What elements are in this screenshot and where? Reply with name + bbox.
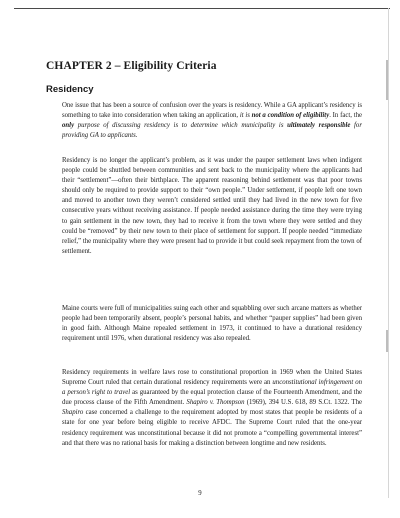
p1-text-b: it is: [239, 112, 252, 120]
p1-text-c: not a condition of eligibility: [251, 112, 330, 120]
page-number: 9: [198, 490, 202, 497]
p4-text-c: as guaranteed by the equal protection clause of the Fourteenth Amendment, and the due process clause of the Fifth Amendment.: [62, 389, 362, 407]
paragraph-1: [62, 101, 362, 141]
p4-text-g: case concerned a challenge to the requirement adopted by most states that people be residents of a state for one year before being eligible to receive AFDC. The Supreme Court ruled that the one-year residency requirement was unconstitutional because it did not promote a “compelling governmental interest” and that there was no rational basis for making a distinction between longtime and new residents.: [62, 409, 362, 447]
p1-text-f: purpose of discussing residency is to determine which municipality is: [74, 122, 288, 130]
p4-text-e: (1969), 394 U.S. 618, 89 S.Ct. 1322. The: [244, 399, 362, 407]
p1-text-e: only: [62, 122, 75, 130]
section-title: Residency: [46, 84, 94, 95]
p4-text-f: Shapiro: [62, 409, 84, 417]
p1-text-h: for providing GA to applicants.: [62, 122, 362, 140]
p1-text-a: One issue that has been a source of confusion over the years is residency. While a GA applicant’s residency is something to take into consideration when taking an application,: [62, 102, 362, 120]
scan-mark: [386, 60, 388, 100]
scan-mark: [386, 330, 388, 352]
p4-text-a: Residency requirements in welfare laws rose to constitutional proportion in 1969 when the United States Supreme Court ruled that certain durational residency requirements were an: [62, 369, 362, 387]
p4-text-d: Shapiro v. Thompson: [186, 399, 245, 407]
scan-edge-line: [388, 8, 389, 498]
p1-text-g: ultimately responsible: [287, 122, 351, 130]
top-rule: [14, 8, 390, 9]
p4-text-b: unconstitutional infringement on a person’s right to travel: [62, 379, 362, 397]
paragraph-4: [62, 368, 362, 449]
p1-text-d: . In fact, the: [329, 112, 362, 120]
paragraph-2: Residency is no longer the applicant’s problem, as it was under the pauper settlement laws when indigent people could be shuttled between communities and sent back to the municipality where the applicants had their “settlement”—often their birthplace. The apparent reasoning behind settlement was that poor towns should only be required to provide support to their “own people.” Under settlement, if people left one town and moved to another town they weren’t considered settled until they had lived in the new town for five consecutive years without receiving assistance. If people needed assistance during the time they were trying to gain settlement in the new town, they had to receive it from the town where they were settled and they could be “removed” by their new town to their place of settlement for support. If people needed “immediate relief,” the municipality where they were present had to provide it but could seek repayment from the town of settlement.: [62, 157, 362, 255]
paragraph-3: Maine courts were full of municipalities suing each other and squabbling over such arcane matters as whether people had been temporarily absent, people’s personal habits, and whether “pauper supplies” had been given in good faith. Although Maine repealed settlement in 1973, it continued to have a durational residency requirement until 1976, when durational residency was also repealed.: [62, 305, 362, 343]
chapter-title: CHAPTER 2 – Eligibility Criteria: [46, 60, 217, 72]
